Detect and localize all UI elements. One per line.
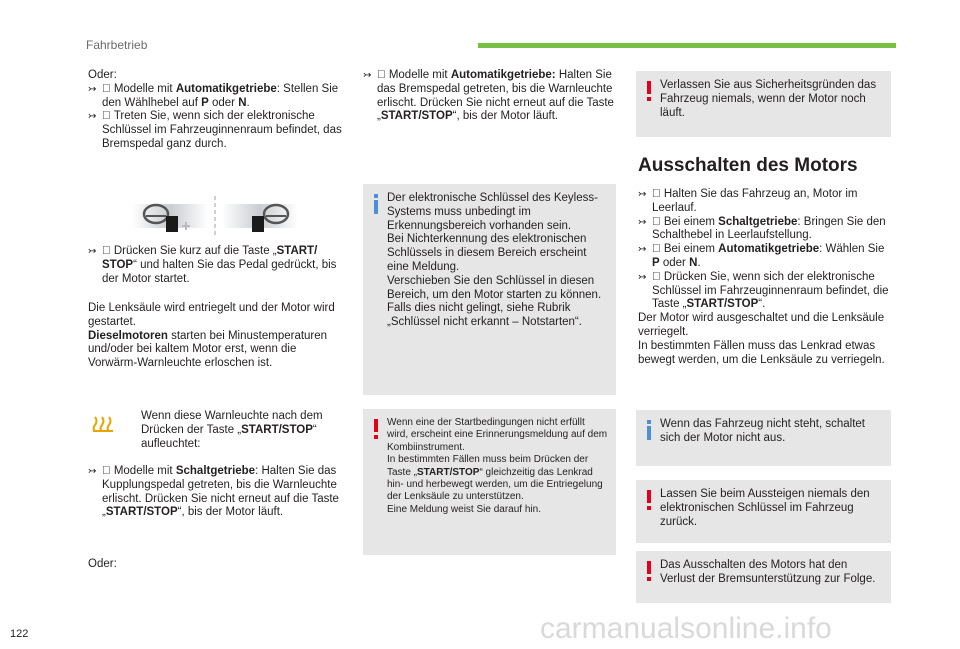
col3-steps xyxy=(638,188,893,367)
steering-column-illustration xyxy=(130,196,300,238)
steering-unlocked-text: Die Lenksäule wird entriegelt und der Motor wird gestartet. xyxy=(88,302,335,328)
section-bar xyxy=(478,43,896,48)
bullet-arrow-icon: ↣ xyxy=(88,246,97,257)
info-box-keyless xyxy=(363,184,616,395)
warning-exclamation-icon xyxy=(371,419,381,439)
engine-off-paragraph: Der Motor wird ausgeschaltet und die Lenksäule verriegelt. In bestimmten Fällen muss das Lenkrad etwas bewegt werden, um die Lenksäule zu verriegeln. xyxy=(638,312,885,366)
info-icon xyxy=(371,194,381,214)
heading-engine-off: Ausschalten des Motors xyxy=(638,155,858,176)
bullet-manual: ↣ Modelle mit Schaltgetriebe: Halten Sie das Kupplungspedal getreten, bis die Warnleuchte erlischt. Drücken Sie nicht erneut auf die Taste „START/STOP“, bis der Motor läuft. xyxy=(88,465,339,519)
bullet-stop-vehicle: ↣ Halten Sie das Fahrzeug an, Motor im Leerlauf. xyxy=(638,188,858,214)
warning-box-key-inside xyxy=(636,480,891,543)
bullet-automatic-hold: ↣ Modelle mit Automatikgetriebe: Halten Sie das Bremspedal getreten, bis die Warnleuchte erlischt. Drücken Sie nicht erneut auf die Taste „START/STOP“, bis der Motor läuft. xyxy=(363,69,614,123)
warning-box-brake-assist xyxy=(636,551,891,603)
section-title: Fahrbetrieb xyxy=(86,38,148,52)
oder-label-1: Oder: xyxy=(88,69,117,81)
info-icon xyxy=(644,420,654,440)
bullet-arrow-icon: ↣ xyxy=(88,83,97,95)
warning-exclamation-icon xyxy=(644,81,654,101)
bullet-arrow-icon: ↣ xyxy=(88,111,97,123)
bullet-automatic-select: ↣ Bei einem Automatikgetriebe: Wählen Sie P oder N. xyxy=(638,243,885,269)
warning-brake-assist-text: Das Ausschalten des Motors hat den Verlust der Bremsunterstützung zur Folge. xyxy=(660,559,876,585)
oder-label-2: Oder: xyxy=(88,558,117,570)
bullet-press-stop: ↣ Drücken Sie, wenn sich der elektronische Schlüssel im Fahrzeuginnenraum befindet, die Taste „START/STOP“. xyxy=(638,270,889,311)
bullet-arrow-icon: ↣ xyxy=(638,244,647,256)
glow-plug-warning-icon xyxy=(92,415,118,433)
warning-exclamation-icon xyxy=(644,561,654,581)
warning-exclamation-icon xyxy=(644,490,654,510)
bullet-automatic: ↣ Modelle mit Automatikgetriebe: Stellen Sie den Wählhebel auf P oder N. xyxy=(88,82,339,109)
bullet-manual-neutral: ↣ Bei einem Schaltgetriebe: Bringen Sie den Schalthebel in Leerlaufstellung. xyxy=(638,215,886,242)
bullet-arrow-icon: ↣ xyxy=(638,189,647,200)
warning-key-inside-text: Lassen Sie beim Aussteigen niemals den elektronischen Schlüssel im Fahrzeug zurück. xyxy=(660,488,870,528)
bullet-arrow-icon: ↣ xyxy=(363,70,372,81)
warning-start-text: Wenn eine der Startbedingungen nicht erfüllt wird, erscheint eine Erinnerungsmeldung auf dem Kombiinstrument. In bestimmten Fällen muss beim Drücken der Taste „START/STOP“ gleichzeitig das Lenkrad hin- und herbewegt werden, um die Entriegelung der Lenksäule zu unterstützen. Eine Meldung weist Sie darauf hin. xyxy=(387,417,608,515)
col1-intro xyxy=(88,69,343,152)
col1-manual xyxy=(88,465,343,520)
info-keyless-text: Der elektronische Schlüssel des Keyless-Systems muss unbedingt im Erkennungsbereich vorhanden sein. Bei Nichterkennung des elektronischen Schlüssels in diesem Bereich erscheint eine Meldung. Verschieben Sie den Schlüssel in diesen Bereich, um den Motor starten zu können. Falls dies nicht gelingt, siehe Rubrik „Schlüssel nicht erkannt – Notstarten“. xyxy=(387,192,602,329)
warning-leave-text: Verlassen Sie aus Sicherheitsgründen das Fahrzeug niemals, wenn der Motor noch läuft. xyxy=(660,79,877,119)
bullet-arrow-icon: ↣ xyxy=(638,271,647,283)
bullet-arrow-icon: ↣ xyxy=(638,216,647,228)
col2-automatic xyxy=(363,69,618,124)
info-box-not-stationary xyxy=(636,410,891,466)
col1-start xyxy=(88,245,343,286)
page-number: 122 xyxy=(10,628,29,640)
warning-box-start-conditions xyxy=(363,409,616,555)
bullet-brake: ↣ Treten Sie, wenn sich der elektronische Schlüssel im Fahrzeuginnenraum befindet, das Bremspedal ganz durch. xyxy=(88,110,342,150)
bullet-press-start: ↣ Drücken Sie kurz auf die Taste „START/ STOP“ und halten Sie das Pedal gedrückt, bis der Motor startet. xyxy=(88,245,337,285)
warning-lamp-text: Wenn diese Warnleuchte nach dem Drücken der Taste „START/STOP“ aufleuchtet: xyxy=(141,410,323,450)
watermark: carmanualsonline.info xyxy=(540,612,832,645)
info-not-stationary-text: Wenn das Fahrzeug nicht steht, schaltet sich der Motor nicht aus. xyxy=(660,418,865,444)
bullet-arrow-icon: ↣ xyxy=(88,466,97,477)
warning-box-leave-vehicle xyxy=(636,71,891,137)
col1-paragraph xyxy=(88,302,343,371)
diesel-text: Dieselmotoren starten bei Minustemperaturen und/oder bei kaltem Motor erst, wenn die Vorwärm-Warnleuchte erloschen ist. xyxy=(88,329,328,370)
